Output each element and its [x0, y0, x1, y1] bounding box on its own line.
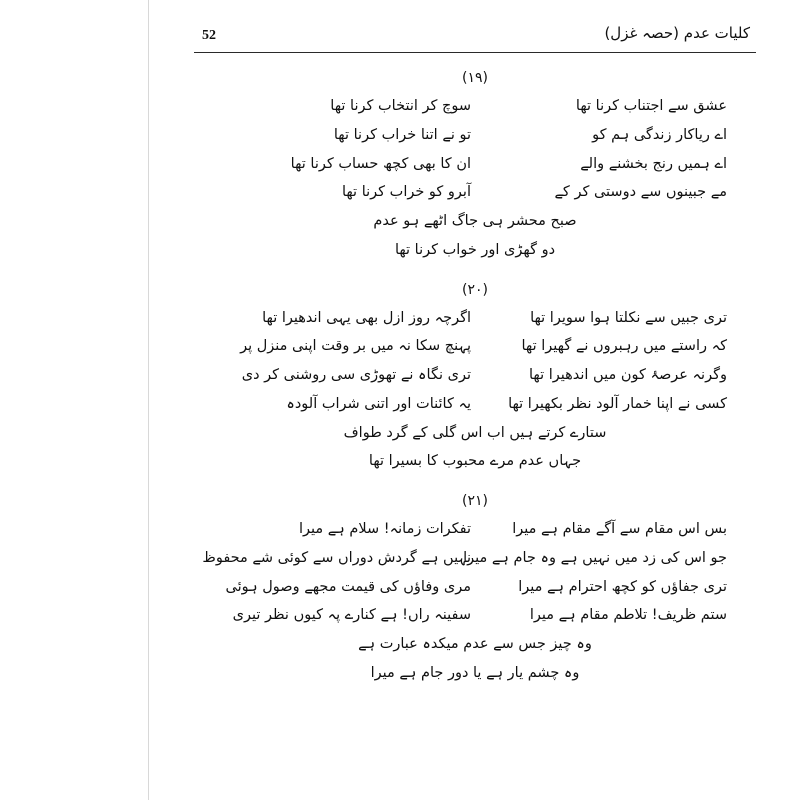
couplet [180, 577, 770, 599]
couplet [180, 125, 770, 147]
hemistich-first: بس اس مقام سے آگے مقام ہے میرا [512, 521, 727, 537]
poem-number: (۲۱) [462, 493, 488, 509]
binding-edge [148, 0, 149, 800]
hemistich-second: پہنچ سکا نہ میں بر وقت اپنی منزل پر [240, 338, 471, 355]
hemistich-first: کسی نے اپنا خمار آلود نظر بکھیرا تھا [508, 395, 727, 412]
poem [180, 493, 770, 685]
closing-line: دو گھڑی اور خواب کرنا تھا [394, 241, 556, 258]
poem-list [180, 70, 770, 685]
couplet [180, 96, 770, 118]
hemistich-first: وگرنہ عرصۂ کون میں اندھیرا تھا [528, 367, 727, 383]
closing-line: ستارے کرتے ہیں اب اس گلی کے گرد طواف [343, 424, 607, 441]
couplet [180, 548, 770, 570]
couplet [180, 336, 770, 358]
page-number: 52 [202, 28, 216, 43]
hemistich-second: تری نگاہ نے تھوڑی سی روشنی کر دی [241, 367, 471, 383]
hemistich-second: تفکرات زمانہ! سلام ہے میرا [299, 521, 471, 537]
page-header [180, 22, 770, 52]
hemistich-second: تو نے اتنا خراب کرنا تھا [333, 126, 471, 143]
book-title: کلیات عدم (حصہ غزل) [604, 24, 750, 42]
couplet [180, 308, 770, 330]
hemistich-second: مری وفاؤں کی قیمت مجھے وصول ہوئی [225, 578, 471, 595]
couplet [180, 605, 770, 627]
page-content [150, 0, 800, 800]
hemistich-second: اگرچہ روز ازل بھی یہی اندھیرا تھا [262, 309, 471, 326]
hemistich-second: یہ کائنات اور اتنی شراب آلودہ [286, 395, 471, 412]
poem [180, 282, 770, 474]
hemistich-first: تری جبیں سے نکلتا ہوا سویرا تھا [530, 309, 727, 326]
hemistich-first: ستم ظریف! تلاطم مقام ہے میرا [529, 607, 727, 624]
couplet [180, 519, 770, 541]
closing-line: وہ چشم یار ہے یا دور جام ہے میرا [370, 664, 580, 681]
hemistich-first: جو اس کی زد میں نہیں ہے وہ جام ہے میرا [463, 549, 727, 566]
hemistich-first: عشق سے اجتناب کرنا تھا [575, 98, 727, 114]
hemistich-first: تری جفاؤں کو کچھ احترام ہے میرا [518, 578, 727, 595]
hemistich-second: نہیں ہے گردش دوراں سے کوئی شے محفوظ [202, 549, 471, 566]
hemistich-second: آبرو کو خراب کرنا تھا [341, 184, 471, 201]
couplet [180, 154, 770, 176]
closing-line: جہاں عدم مرے محبوب کا بسیرا تھا [368, 453, 582, 470]
poem-number: (۲۰) [462, 281, 488, 298]
hemistich-first: اے ریاکار زندگی ہم کو [592, 126, 727, 143]
poem [180, 70, 770, 262]
closing-line: صبح محشر ہی جاگ اٹھے ہو عدم [373, 213, 577, 229]
hemistich-first: مے جبینوں سے دوستی کر کے [554, 184, 727, 201]
couplet [180, 394, 770, 416]
hemistich-first: اے ہمیں رنج بخشنے والے [580, 155, 727, 172]
hemistich-second: سفینہ راں! ہے کنارے پہ کیوں نظر تیری [232, 607, 471, 624]
hemistich-second: ان کا بھی کچھ حساب کرنا تھا [290, 155, 471, 172]
header-rule [194, 52, 756, 53]
hemistich-first: کہ راستے میں رہبروں نے گھیرا تھا [521, 338, 727, 355]
hemistich-second: سوچ کر انتخاب کرنا تھا [330, 98, 471, 114]
poem-number: (۱۹) [462, 70, 488, 86]
closing-line: وہ چیز جس سے عدم میکدہ عبارت ہے [358, 636, 592, 652]
couplet [180, 365, 770, 387]
couplet [180, 182, 770, 204]
